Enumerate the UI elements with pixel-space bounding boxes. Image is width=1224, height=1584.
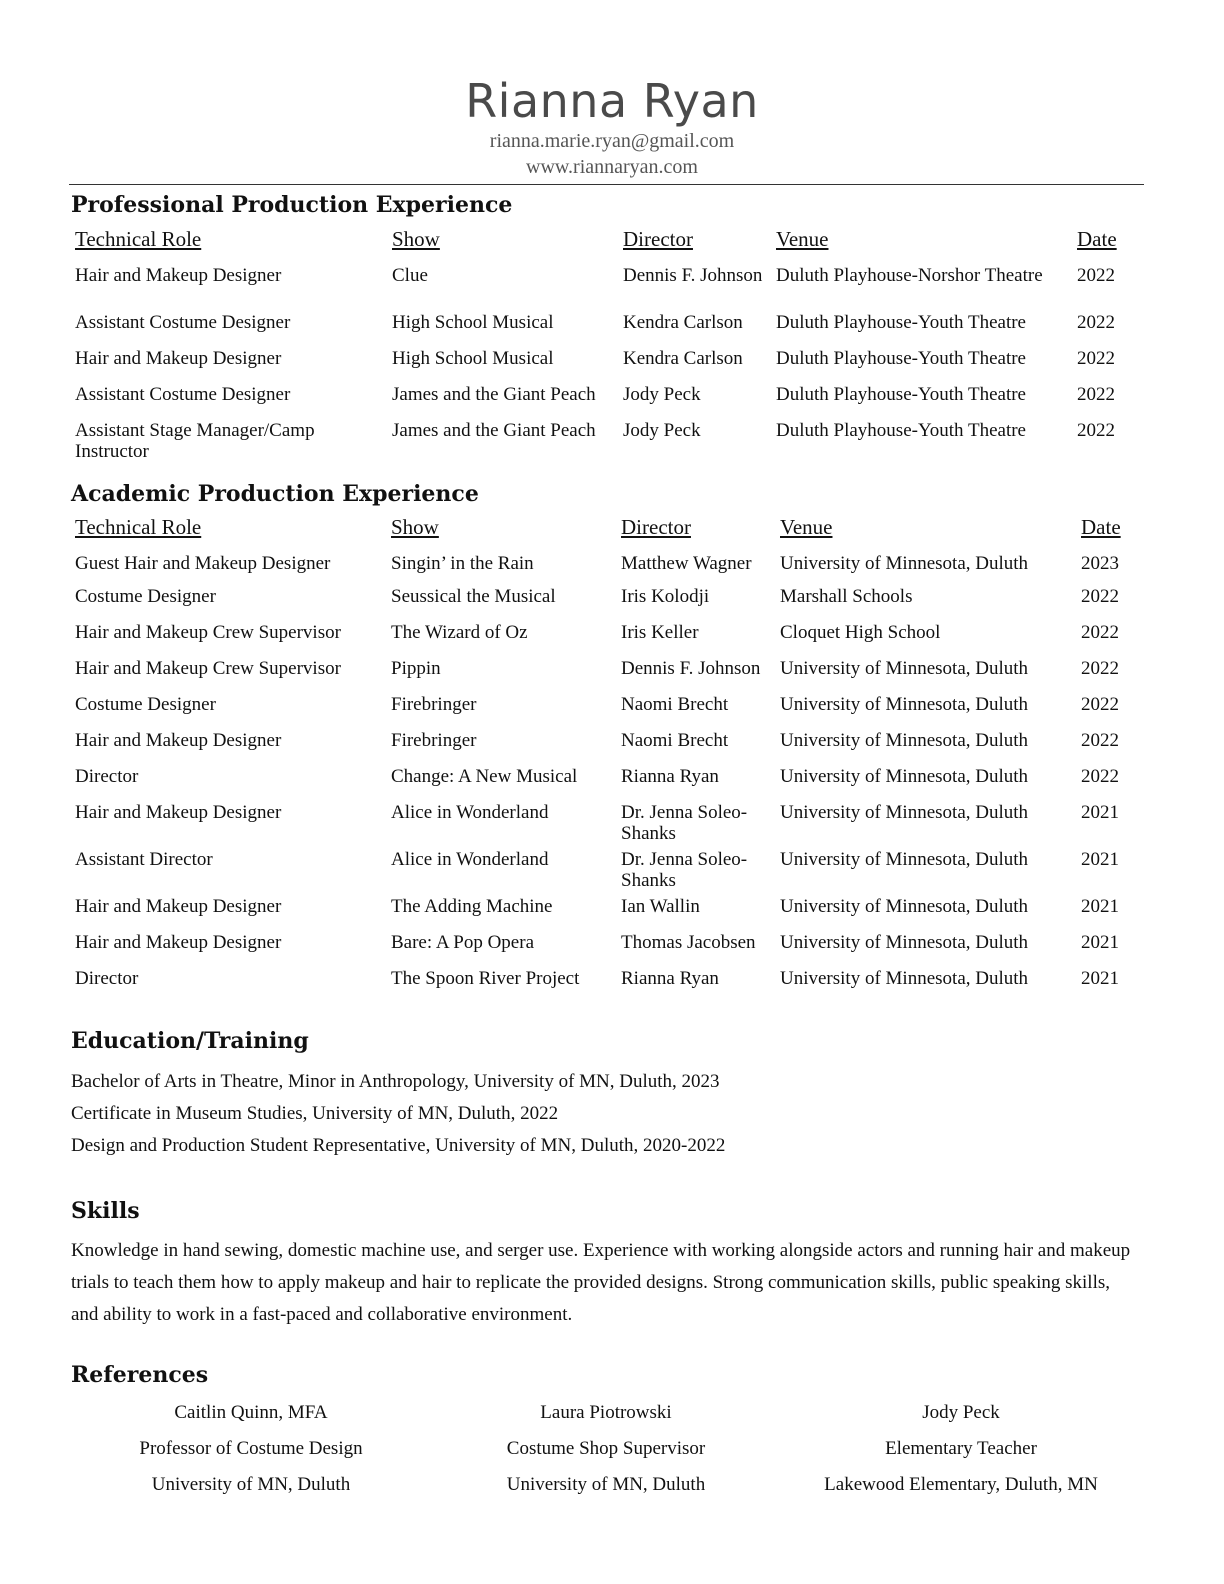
table-row bbox=[75, 622, 1135, 658]
cell-venue: University of Minnesota, Duluth bbox=[780, 802, 1029, 823]
cell-show: The Wizard of Oz bbox=[391, 622, 528, 643]
academic-section-title: Academic Production Experience bbox=[71, 481, 479, 507]
cell-show: James and the Giant Peach bbox=[392, 384, 596, 405]
cell-show: High School Musical bbox=[392, 312, 554, 333]
cell-venue: Cloquet High School bbox=[780, 622, 941, 643]
cell-date: 2021 bbox=[1081, 932, 1119, 953]
candidate-name: Rianna Ryan bbox=[465, 74, 759, 128]
cell-venue: Duluth Playhouse-Youth Theatre bbox=[776, 384, 1026, 405]
email-text: rianna.marie.ryan@gmail.com bbox=[489, 130, 735, 152]
reference-card bbox=[426, 1395, 786, 1503]
table-row bbox=[75, 265, 1135, 312]
cell-show: The Adding Machine bbox=[391, 896, 553, 917]
professional-section-title: Professional Production Experience bbox=[71, 192, 513, 218]
cell-show: Clue bbox=[392, 265, 428, 286]
cell-show: Pippin bbox=[391, 658, 441, 679]
references-list bbox=[71, 1395, 1146, 1505]
cell-show: Firebringer bbox=[391, 730, 477, 751]
column-header-director: Director bbox=[621, 515, 691, 539]
reference-name: Jody Peck bbox=[922, 1402, 1000, 1423]
table-row bbox=[75, 420, 1135, 467]
cell-role: Hair and Makeup Crew Supervisor bbox=[75, 622, 341, 643]
cell-date: 2022 bbox=[1081, 586, 1119, 607]
reference-name: Caitlin Quinn, MFA bbox=[174, 1402, 328, 1423]
skills-section-title: Skills bbox=[71, 1198, 140, 1224]
cell-director: Jody Peck bbox=[623, 420, 701, 441]
cell-date: 2022 bbox=[1077, 384, 1115, 405]
cell-venue: Marshall Schools bbox=[780, 586, 913, 607]
cell-role: Hair and Makeup Designer bbox=[75, 896, 282, 917]
cell-venue: Duluth Playhouse-Norshor Theatre bbox=[776, 265, 1043, 286]
reference-organization: Lakewood Elementary, Duluth, MN bbox=[824, 1474, 1098, 1495]
cell-venue: Duluth Playhouse-Youth Theatre bbox=[776, 312, 1026, 333]
reference-position: Elementary Teacher bbox=[885, 1438, 1037, 1459]
table-row bbox=[75, 766, 1135, 802]
cell-role: Hair and Makeup Designer bbox=[75, 932, 282, 953]
cell-role: Costume Designer bbox=[75, 586, 216, 607]
cell-date: 2022 bbox=[1081, 730, 1119, 751]
column-header-show: Show bbox=[391, 515, 439, 539]
cell-director: Dennis F. Johnson bbox=[621, 658, 761, 679]
references-section-title: References bbox=[71, 1362, 209, 1388]
table-row bbox=[75, 730, 1135, 766]
cell-show: Seussical the Musical bbox=[391, 586, 556, 607]
column-header-venue: Venue bbox=[780, 515, 833, 539]
table-row bbox=[75, 553, 1135, 586]
table-row bbox=[75, 802, 1135, 849]
cell-date: 2022 bbox=[1081, 694, 1119, 715]
cell-director: Naomi Brecht bbox=[621, 694, 729, 715]
cell-show: Firebringer bbox=[391, 694, 477, 715]
reference-card bbox=[71, 1395, 431, 1503]
cell-venue: University of Minnesota, Duluth bbox=[780, 932, 1029, 953]
cell-role: Hair and Makeup Crew Supervisor bbox=[75, 658, 341, 679]
column-header-role: Technical Role bbox=[75, 227, 202, 251]
cell-director: Kendra Carlson bbox=[623, 312, 743, 333]
column-header-date: Date bbox=[1081, 515, 1121, 539]
cell-director: Dr. Jenna Soleo-Shanks bbox=[621, 849, 748, 891]
cell-venue: University of Minnesota, Duluth bbox=[780, 849, 1029, 870]
cell-show: Alice in Wonderland bbox=[391, 849, 549, 870]
cell-show: Alice in Wonderland bbox=[391, 802, 549, 823]
cell-director: Jody Peck bbox=[623, 384, 701, 405]
reference-name: Laura Piotrowski bbox=[540, 1402, 672, 1423]
table-header-row bbox=[75, 515, 1135, 553]
column-header-show: Show bbox=[392, 227, 440, 251]
cell-show: Change: A New Musical bbox=[391, 766, 578, 787]
column-header-venue: Venue bbox=[776, 227, 829, 251]
cell-venue: University of Minnesota, Duluth bbox=[780, 766, 1029, 787]
table-row bbox=[75, 849, 1135, 896]
cell-director: Dr. Jenna Soleo-Shanks bbox=[621, 802, 748, 844]
cell-date: 2022 bbox=[1077, 265, 1115, 286]
cell-show: Singin’ in the Rain bbox=[391, 553, 534, 574]
table-header-row bbox=[75, 227, 1135, 265]
cell-role: Assistant Stage Manager/Camp Instructor bbox=[75, 420, 315, 462]
cell-date: 2022 bbox=[1077, 420, 1115, 441]
cell-show: James and the Giant Peach bbox=[392, 420, 596, 441]
reference-organization: University of MN, Duluth bbox=[151, 1474, 351, 1495]
cell-date: 2021 bbox=[1081, 896, 1119, 917]
cell-date: 2022 bbox=[1077, 348, 1115, 369]
cell-director: Iris Kolodji bbox=[621, 586, 710, 607]
resume-header bbox=[0, 74, 1224, 180]
column-header-role: Technical Role bbox=[75, 515, 202, 539]
education-item: Certificate in Museum Studies, University of MN, Duluth, 2022 bbox=[71, 1103, 559, 1124]
table-row bbox=[75, 932, 1135, 968]
cell-venue: University of Minnesota, Duluth bbox=[780, 730, 1029, 751]
cell-director: Rianna Ryan bbox=[621, 968, 719, 989]
cell-venue: University of Minnesota, Duluth bbox=[780, 553, 1029, 574]
cell-date: 2021 bbox=[1081, 968, 1119, 989]
cell-venue: University of Minnesota, Duluth bbox=[780, 896, 1029, 917]
cell-role: Hair and Makeup Designer bbox=[75, 348, 282, 369]
cell-show: Bare: A Pop Opera bbox=[391, 932, 535, 953]
cell-venue: University of Minnesota, Duluth bbox=[780, 658, 1029, 679]
column-header-date: Date bbox=[1077, 227, 1117, 251]
column-header-director: Director bbox=[623, 227, 693, 251]
cell-role: Hair and Makeup Designer bbox=[75, 802, 282, 823]
education-list bbox=[71, 1066, 725, 1162]
skills-paragraph: Knowledge in hand sewing, domestic machine use, and serger use. Experience with working alongside actors and running hair and makeup trials to teach them how to apply makeup and hair to replicate the provided designs. Strong communication skills, public speaking skills, and ability to work in a fast-paced and collaborative environment. bbox=[71, 1240, 1131, 1325]
cell-director: Thomas Jacobsen bbox=[621, 932, 756, 953]
table-row bbox=[75, 586, 1135, 622]
cell-date: 2022 bbox=[1081, 658, 1119, 679]
cell-date: 2021 bbox=[1081, 849, 1119, 870]
cell-date: 2022 bbox=[1081, 766, 1119, 787]
reference-position: Professor of Costume Design bbox=[139, 1438, 363, 1459]
cell-show: High School Musical bbox=[392, 348, 554, 369]
professional-experience-table bbox=[75, 227, 1135, 467]
cell-role: Assistant Costume Designer bbox=[75, 384, 291, 405]
cell-director: Naomi Brecht bbox=[621, 730, 729, 751]
cell-date: 2023 bbox=[1081, 553, 1119, 574]
table-row bbox=[75, 312, 1135, 348]
education-item: Design and Production Student Representative, University of MN, Duluth, 2020-2022 bbox=[71, 1135, 726, 1156]
cell-role: Assistant Costume Designer bbox=[75, 312, 291, 333]
education-section-title: Education/Training bbox=[71, 1028, 309, 1054]
cell-date: 2022 bbox=[1077, 312, 1115, 333]
reference-organization: University of MN, Duluth bbox=[506, 1474, 706, 1495]
header-divider bbox=[69, 184, 1144, 185]
cell-venue: Duluth Playhouse-Youth Theatre bbox=[776, 348, 1026, 369]
cell-venue: University of Minnesota, Duluth bbox=[780, 968, 1029, 989]
cell-director: Dennis F. Johnson bbox=[623, 265, 763, 286]
cell-date: 2021 bbox=[1081, 802, 1119, 823]
website-text: www.riannaryan.com bbox=[526, 156, 698, 178]
cell-role: Director bbox=[75, 766, 139, 787]
table-row bbox=[75, 348, 1135, 384]
cell-role: Hair and Makeup Designer bbox=[75, 730, 282, 751]
table-row bbox=[75, 694, 1135, 730]
cell-show: The Spoon River Project bbox=[391, 968, 580, 989]
cell-director: Ian Wallin bbox=[621, 896, 700, 917]
cell-role: Hair and Makeup Designer bbox=[75, 265, 282, 286]
cell-role: Assistant Director bbox=[75, 849, 213, 870]
cell-role: Costume Designer bbox=[75, 694, 216, 715]
cell-director: Iris Keller bbox=[621, 622, 699, 643]
cell-director: Matthew Wagner bbox=[621, 553, 752, 574]
table-row bbox=[75, 968, 1135, 1004]
table-row bbox=[75, 896, 1135, 932]
academic-experience-table bbox=[75, 515, 1135, 1004]
cell-date: 2022 bbox=[1081, 622, 1119, 643]
cell-venue: Duluth Playhouse-Youth Theatre bbox=[776, 420, 1026, 441]
cell-role: Guest Hair and Makeup Designer bbox=[75, 553, 331, 574]
table-row bbox=[75, 384, 1135, 420]
education-item: Bachelor of Arts in Theatre, Minor in Anthropology, University of MN, Duluth, 2023 bbox=[71, 1071, 720, 1092]
cell-director: Rianna Ryan bbox=[621, 766, 719, 787]
cell-role: Director bbox=[75, 968, 139, 989]
table-row bbox=[75, 658, 1135, 694]
cell-venue: University of Minnesota, Duluth bbox=[780, 694, 1029, 715]
reference-position: Costume Shop Supervisor bbox=[506, 1438, 706, 1459]
cell-director: Kendra Carlson bbox=[623, 348, 743, 369]
reference-card bbox=[781, 1395, 1141, 1503]
